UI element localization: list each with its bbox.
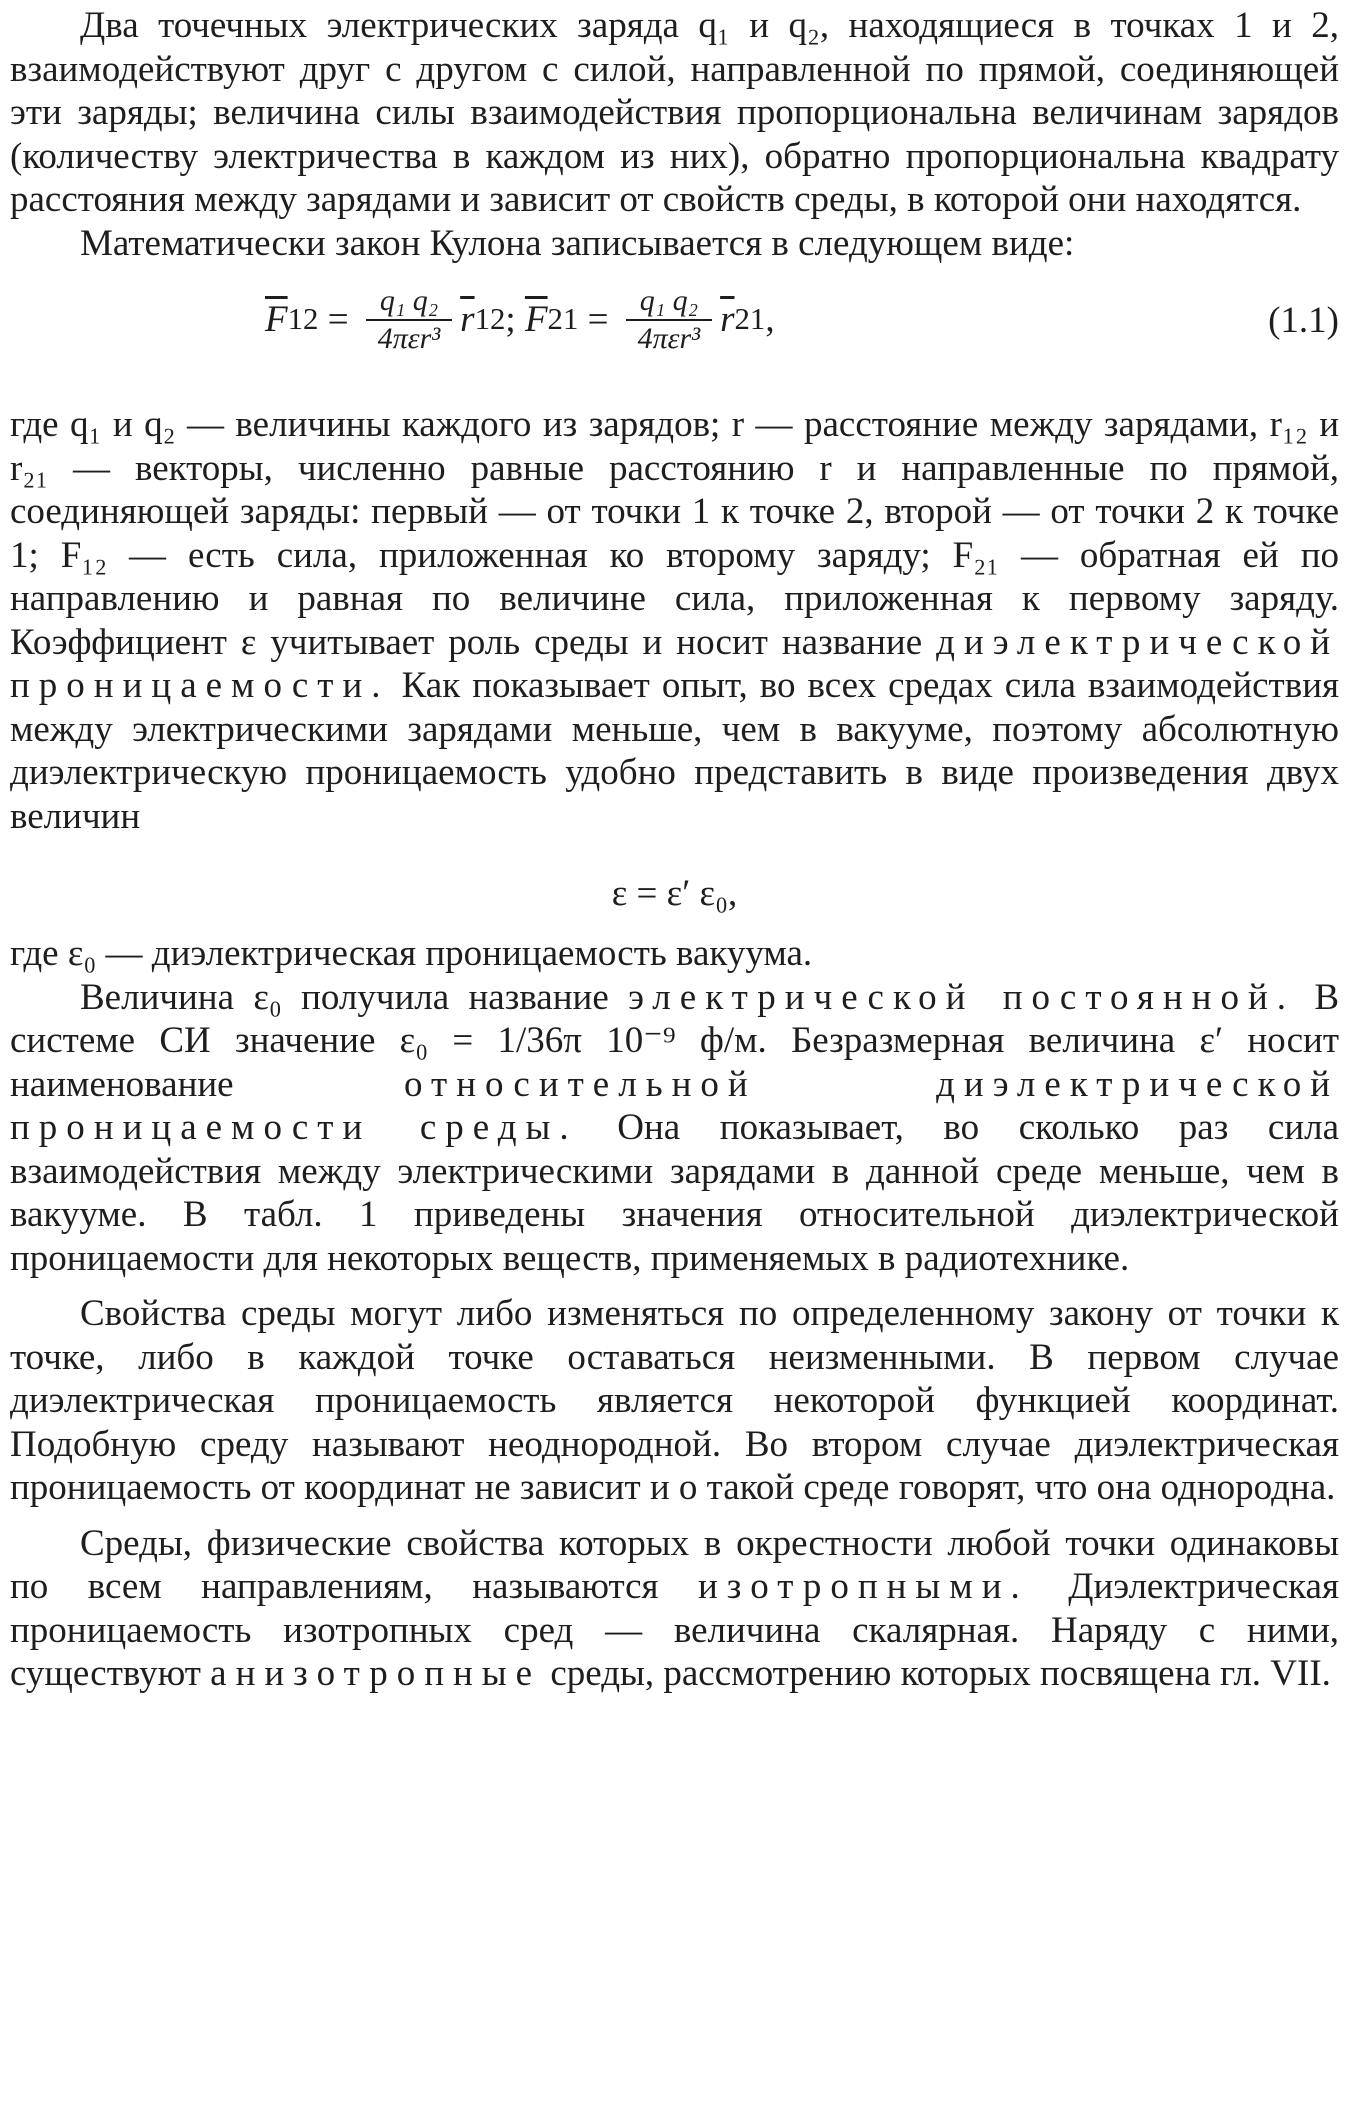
text-iso-1: Среды, физические свойства которых в окрестности любой точки одинаковы по всем направлениям, называются xyxy=(10,1522,1339,1607)
paragraph-coulomb-law: Математически закон Кулона записывается в следующем виде: xyxy=(80,222,1075,264)
spacer xyxy=(10,1280,1339,1292)
paragraph-isotropic xyxy=(10,1522,1339,1696)
term-anisotropic: анизотропные xyxy=(210,1653,542,1694)
formula-fraction-1 xyxy=(366,283,452,357)
formula-equals-1: = xyxy=(318,299,358,341)
text-const-3: Она показывает, во сколько раз сила взаимодействия между электрическими зарядами в данной среде меньше, чем в вакууме. В табл. 1 приведены значения относительной диэлектрической проницаемости для некоторых веществ, применяемых в радиотехнике. xyxy=(10,1107,1340,1279)
formula-r21: $\overline{r}$ xyxy=(720,299,735,341)
formula-fraction-2 xyxy=(626,283,712,357)
formula-r12-sub: 12 xyxy=(474,302,506,337)
formula-f12-sub: 12 xyxy=(287,302,319,337)
formula-denominator-1: 4πεr³ xyxy=(377,322,441,355)
paragraph-electric-constant xyxy=(10,976,1339,1281)
term-relative-permittivity: относительной диэлектрической проницаемости среды. xyxy=(10,1063,1339,1148)
text-where-2: Как показывает опыт, во всех средах сила взаимодействия между электрическими зарядами меньше, чем в вакууме, поэтому абсолютную диэлектрическую проницаемость удобно представить в виде произведения двух величин xyxy=(10,665,1340,837)
text-where-1: где q₁ и q₂ — величины каждого из зарядов; r — расстояние между зарядами, r₁₂ и r₂₁ — векторы, численно равные расстоянию r и направленные по прямой, соединяющей заряды: первый — от точки 1 к точке 2, второй — от точки 2 к точке 1; F₁₂ — есть сила, приложенная ко второму заряду; F₂₁ — обратная ей по направлению и равная по величине сила, приложенная к первому заряду. Коэффициент ε учитывает роль среды и носит название xyxy=(10,404,1339,663)
formula-equals-2: = xyxy=(578,299,618,341)
paragraph-epsilon0: где ε₀ — диэлектрическая проницаемость вакуума. xyxy=(10,933,813,974)
term-electric-constant: электрической постоянной. xyxy=(628,976,1295,1018)
formula-numerator-1: q₁ q₂ xyxy=(366,283,452,321)
text-iso-3: среды, рассмотрению которых посвящена гл. VII. xyxy=(550,1653,1331,1694)
formula-numerator-2: q₁ q₂ xyxy=(626,283,712,321)
text-iso-2: Диэлектрическая проницаемость изотропных сред — величина скалярная. Наряду с ними, существуют xyxy=(10,1566,1339,1694)
text-const-2: В системе СИ значение ε₀ = 1/36π 10⁻⁹ ф/м. Безразмерная величина ε′ носит наименование xyxy=(10,976,1340,1105)
term-dielectric-permittivity: диэлектрической проницаемости. xyxy=(10,621,1340,706)
text-const-1: Величина ε₀ получила название xyxy=(80,976,609,1018)
paragraph-where xyxy=(10,403,1339,838)
equation-epsilon: ε = ε′ ε₀, xyxy=(611,873,738,914)
formula-coulomb xyxy=(10,275,1339,373)
formula-f21: $\overline{F}$ xyxy=(524,299,548,341)
equation-number: (1.1) xyxy=(1268,300,1339,341)
formula-r12: $\overline{r}$ xyxy=(460,299,475,341)
formula-f12: $\overline{F}$ xyxy=(265,299,288,341)
paragraph-medium-properties: Свойства среды могут либо изменяться по определенному закону от точки к точке, либо в каждой точке оставаться неизменными. В первом случае диэлектрическая проницаемость является некоторой функцией координат. Подобную среду называют неоднородной. Во втором случае диэлектрическая проницаемость от координат не зависит и о такой среде говорят, что она однородна. xyxy=(10,1293,1339,1508)
formula-f21-sub: 21 xyxy=(547,302,579,337)
spacer xyxy=(10,1510,1339,1522)
formula-tail: , xyxy=(765,299,775,341)
formula-expression xyxy=(265,283,775,357)
formula-r21-sub: 21 xyxy=(734,302,766,337)
paragraph-intro: Два точечных электрических заряда q₁ и q₂, находящиеся в точках 1 и 2, взаимодействуют друг с другом с силой, направленной по прямой, соединяющей эти заряды; величина силы взаимодействия пропорциональна величинам зарядов (количеству электричества в каждом из них), обратно пропорциональна квадрату расстояния между зарядами и зависит от свойств среды, в которой они находятся. xyxy=(10,5,1339,220)
formula-denominator-2: 4πεr³ xyxy=(637,322,701,355)
term-isotropic: изотропными. xyxy=(698,1566,1029,1607)
formula-separator: ; xyxy=(505,299,525,341)
